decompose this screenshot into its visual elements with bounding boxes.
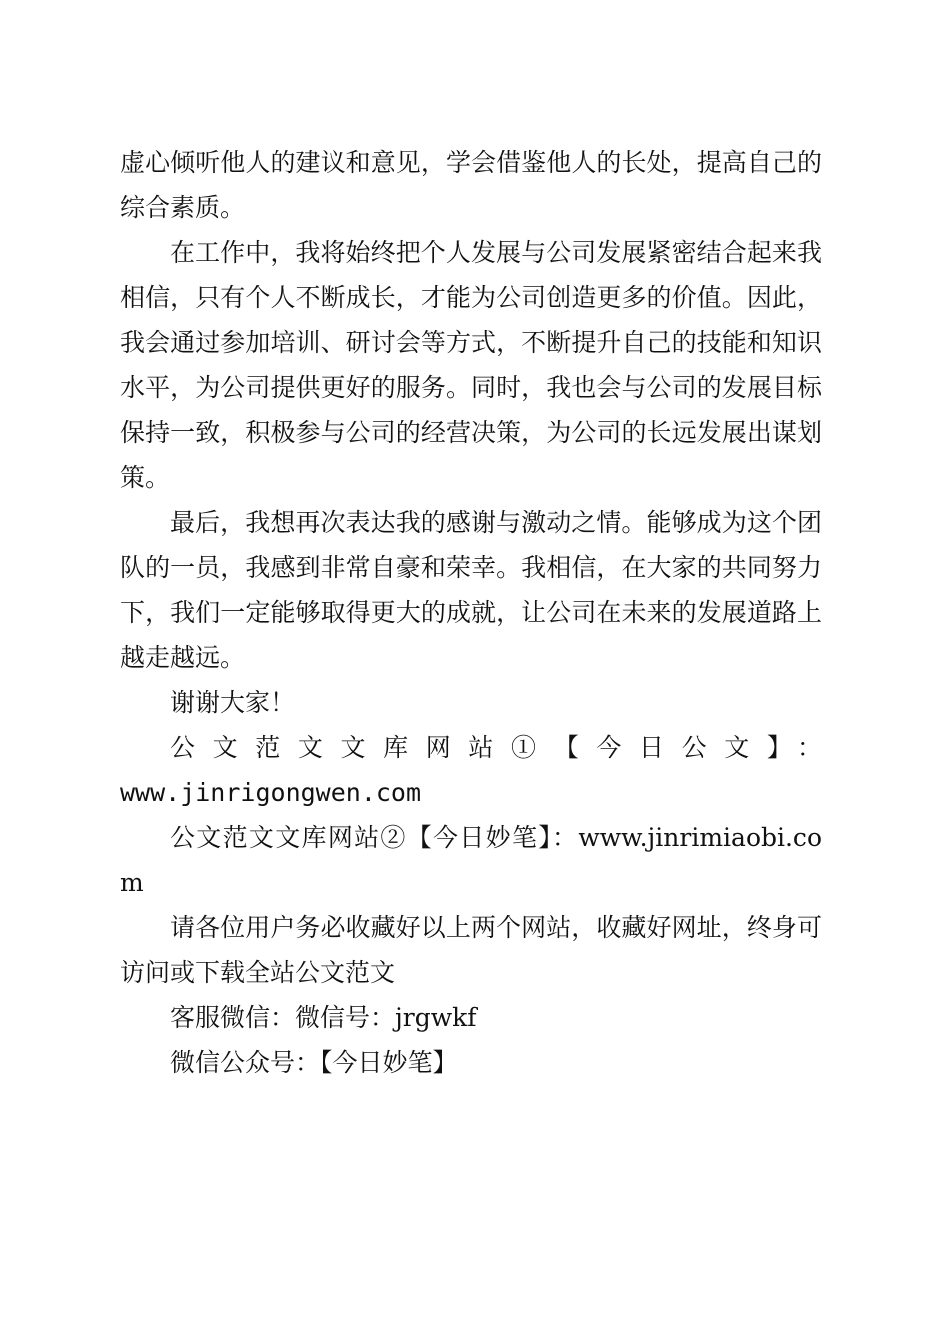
document-body (120, 140, 822, 1085)
footer-notice: 请各位用户务必收藏好以上两个网站，收藏好网址，终身可访问或下载全站公文范文 (120, 913, 822, 987)
footer-site2-line: 公文范文文库网站②【今日妙笔】：www.jinrimiaobi.com (120, 823, 822, 897)
footer-site1-label: 公文范文文库网站①【今日公文】： (170, 733, 822, 762)
footer-service-wechat: 客服微信：微信号：jrgwkf (170, 1003, 477, 1032)
paragraph-closing: 最后，我想再次表达我的感谢与激动之情。能够成为这个团队的一员，我感到非常自豪和荣幸。我相信，在大家的共同努力下，我们一定能够取得更大的成就，让公司在未来的发展道路上越走越远。 (120, 508, 822, 672)
paragraph-work-plan: 在工作中，我将始终把个人发展与公司发展紧密结合起来我相信，只有个人不断成长，才能为公司创造更多的价值。因此，我会通过参加培训、研讨会等方式，不断提升自己的技能和知识水平，为公司提供更好的服务。同时，我也会与公司的发展目标保持一致，积极参与公司的经营决策，为公司的长远发展出谋划策。 (120, 238, 822, 492)
paragraph-continuation: 虚心倾听他人的建议和意见，学会借鉴他人的长处，提高自己的综合素质。 (120, 148, 822, 222)
paragraph-thanks: 谢谢大家！ (170, 688, 296, 717)
footer-site1-url: www.jinrigongwen.com (120, 778, 422, 807)
footer-official-account: 微信公众号：【今日妙笔】 (170, 1048, 458, 1077)
